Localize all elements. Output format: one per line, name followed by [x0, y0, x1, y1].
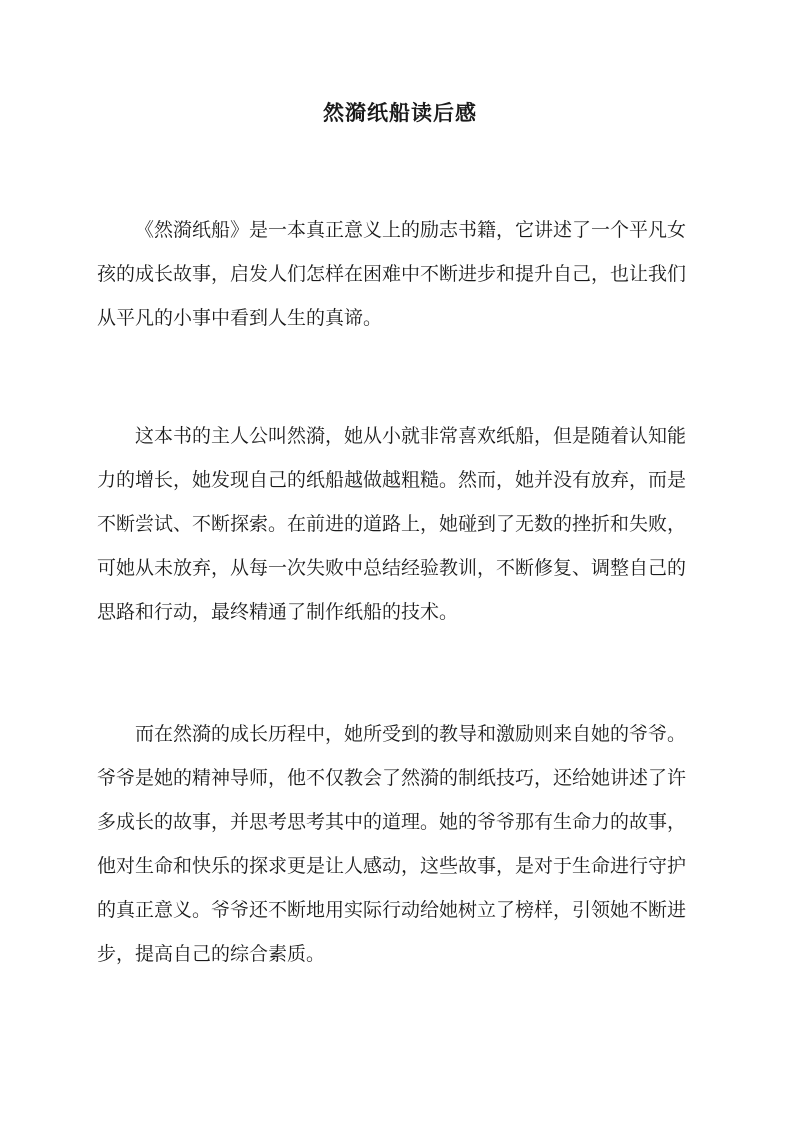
- paragraph-2: 这本书的主人公叫然漪，她从小就非常喜欢纸船，但是随着认知能力的增长，她发现自己的纸船越做越粗糙。然而，她并没有放弃，而是不断尝试、不断探索。在前进的道路上，她碰到了无数的挫折和失败，可她从未放弃，从每一次失败中总结经验教训，不断修复、调整自己的思路和行动，最终精通了制作纸船的技术。: [97, 425, 687, 623]
- document-title: 然漪纸船读后感: [323, 100, 477, 125]
- paragraph-1: 《然漪纸船》是一本真正意义上的励志书籍，它讲述了一个平凡女孩的成长故事，启发人们怎样在困难中不断进步和提升自己，也让我们从平凡的小事中看到人生的真谛。: [97, 219, 687, 329]
- paragraph-3: 而在然漪的成长历程中，她所受到的教导和激励则来自她的爷爷。爷爷是她的精神导师，他不仅教会了然漪的制纸技巧，还给她讲述了许多成长的故事，并思考思考其中的道理。她的爷爷那有生命力的故事，他对生命和快乐的探求更是让人感动，这些故事，是对于生命进行守护的真正意义。爷爷还不断地用实际行动给她树立了榜样，引领她不断进步，提高自己的综合素质。: [97, 723, 687, 965]
